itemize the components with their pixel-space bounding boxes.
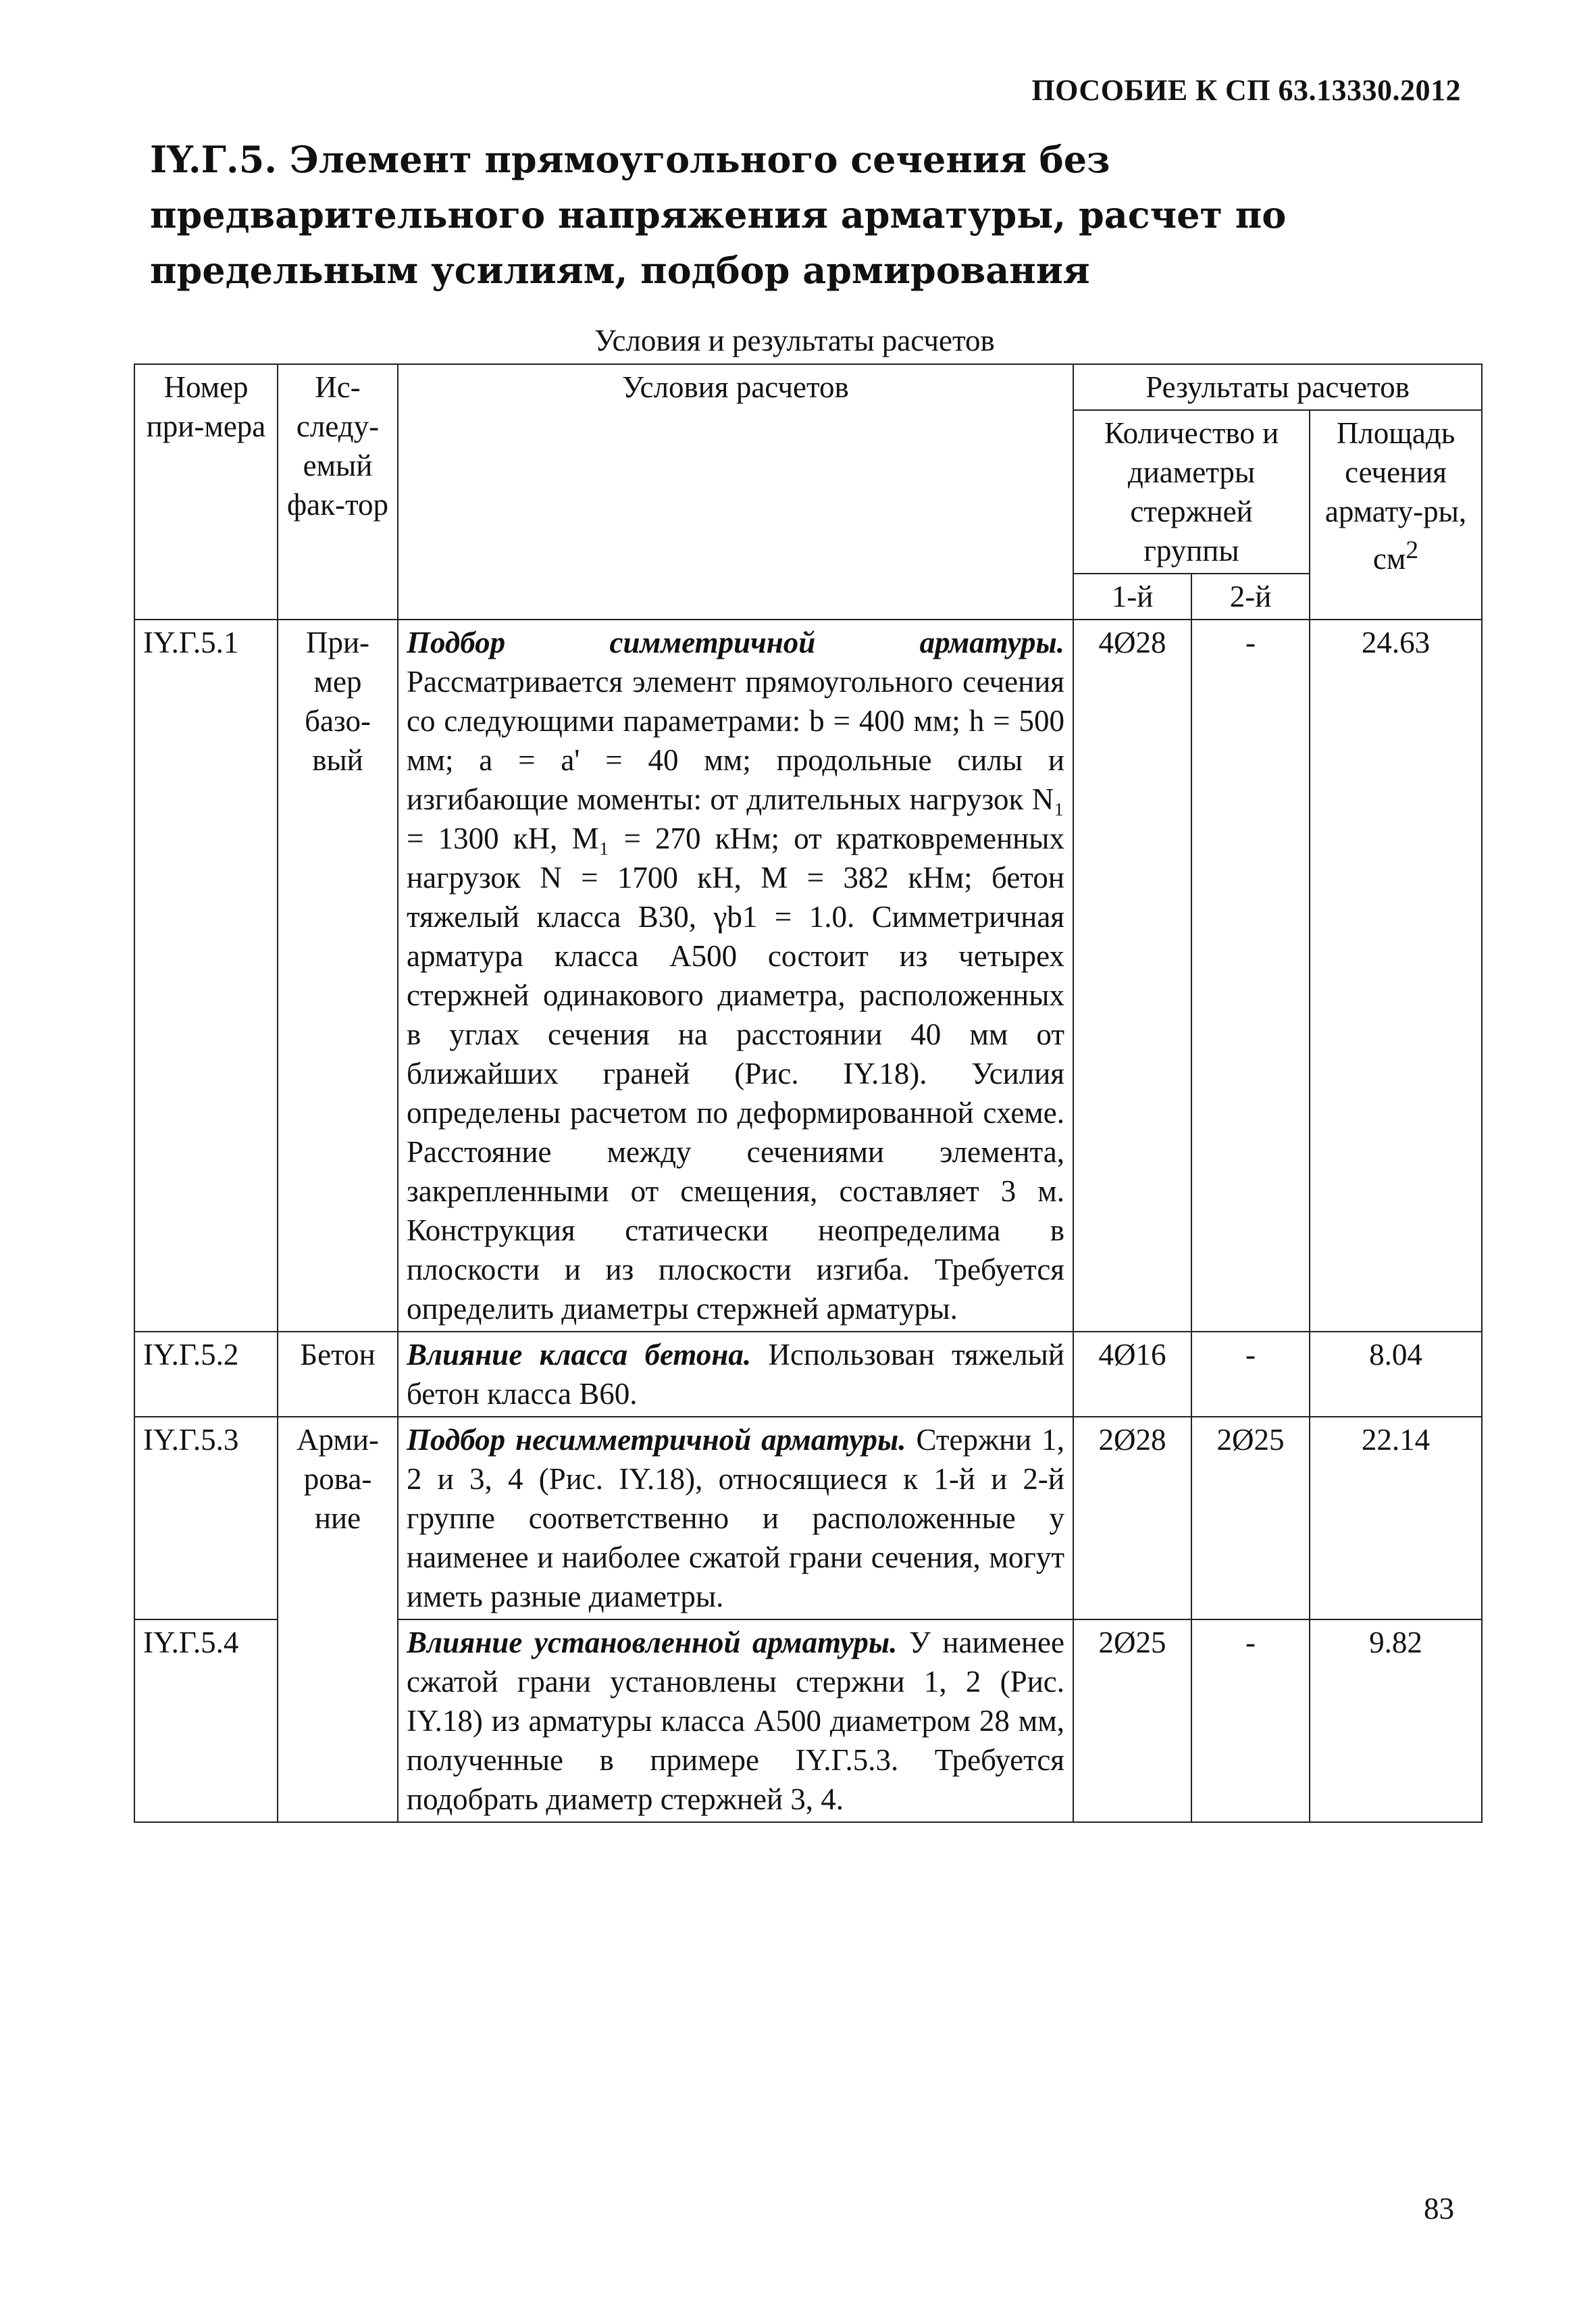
row-factor: При-мер базо-вый <box>278 620 398 1332</box>
row-group2: - <box>1191 1619 1310 1822</box>
header-row <box>134 364 1482 410</box>
row-factor: Бетон <box>278 1332 398 1417</box>
row-area: 9.82 <box>1310 1619 1482 1822</box>
area-header-unit-exponent: 2 <box>1406 536 1419 564</box>
row-group2: - <box>1191 620 1310 1332</box>
section-title: IY.Г.5. Элемент прямоугольного сечения без предварительного напряжения арматуры, расчет по предельным усилиям, подбор армирования <box>150 138 1287 292</box>
area-header-text: Площадь сечения армату-ры, см <box>1324 416 1467 576</box>
row-group1: 4Ø28 <box>1073 620 1191 1332</box>
row-conditions <box>398 620 1073 1332</box>
row-title: Влияние установленной арматуры. <box>407 1626 898 1659</box>
row-group1: 2Ø25 <box>1073 1619 1191 1822</box>
row-area: 24.63 <box>1310 620 1482 1332</box>
row-number: IY.Г.5.3 <box>134 1417 278 1619</box>
row-text: У наименее сжатой грани установлены стержни 1, 2 (Рис. IY.18) из арматуры класса А500 диаметром 28 мм, полученные в примере IY.Г.5.3. Требуется подобрать диаметр стержней 3, 4. <box>407 1626 1065 1816</box>
row-group2: - <box>1191 1332 1310 1417</box>
row-conditions <box>398 1619 1073 1822</box>
page-number: 83 <box>1424 2192 1454 2225</box>
row-conditions <box>398 1332 1073 1417</box>
row-area: 22.14 <box>1310 1417 1482 1619</box>
row-group2: 2Ø25 <box>1191 1417 1310 1619</box>
column-header-factor: Ис-следу-емый фак-тор <box>278 364 398 620</box>
table-row <box>134 620 1482 1332</box>
column-header-group2: 2-й <box>1191 574 1310 620</box>
column-header-number: Номер при-мера <box>134 364 278 620</box>
document-reference: ПОСОБИЕ К СП 63.13330.2012 <box>1031 74 1461 107</box>
row-factor: Арми-рова-ние <box>278 1417 398 1822</box>
row-text: Использован тяжелый бетон класса В60. <box>407 1338 1064 1411</box>
column-header-area <box>1310 410 1482 620</box>
column-header-group1: 1-й <box>1073 574 1191 620</box>
row-text: Стержни 1, 2 и 3, 4 (Рис. IY.18), относящиеся к 1-й и 2-й группе соответственно и расположенные у наименее и наиболее сжатой грани сечения, могут иметь разные диаметры. <box>407 1423 1064 1613</box>
row-area: 8.04 <box>1310 1332 1482 1417</box>
row-number: IY.Г.5.4 <box>134 1619 278 1822</box>
column-header-conditions: Условия расчетов <box>398 364 1073 620</box>
row-title: Влияние класса бетона. <box>407 1338 752 1372</box>
row-title: Подбор симметричной арматуры. <box>407 626 1064 659</box>
row-group1: 2Ø28 <box>1073 1417 1191 1619</box>
row-group1: 4Ø16 <box>1073 1332 1191 1417</box>
table-caption: Условия и результаты расчетов <box>594 324 995 357</box>
row-number: IY.Г.5.2 <box>134 1332 278 1417</box>
column-header-quantity: Количество и диаметры стержней группы <box>1073 410 1310 574</box>
table-row <box>134 1332 1482 1417</box>
row-title: Подбор несимметричной арматуры. <box>407 1423 906 1457</box>
results-table <box>134 363 1483 1823</box>
column-header-results: Результаты расчетов <box>1073 364 1482 410</box>
table-row <box>134 1417 1482 1619</box>
row-conditions <box>398 1417 1073 1619</box>
row-number: IY.Г.5.1 <box>134 620 278 1332</box>
row-text: Рассматривается элемент прямоугольного сечения со следующими параметрами: b = 400 мм; h = 500 мм; a = a' = 40 мм; продольные силы и изгибающие моменты: от длительных нагрузок N₁ = 1300 кН, M₁ = 270 кНм; от кратковременных нагрузок N = 1700 кН, M = 382 кНм; бетон тяжелый класса В30, γb1 = 1.0. Симметричная арматура класса А500 состоит из четырех стержней одинакового диаметра, расположенных в углах сечения на расстоянии 40 мм от ближайших граней (Рис. IY.18). Усилия определены расчетом по деформированной схеме. Расстояние между сечениями элемента, закрепленными от смещения, составляет 3 м. Конструкция статически неопределима в плоскости и из плоскости изгиба. Требуется определить диаметры стержней арматуры. <box>407 665 1064 1326</box>
